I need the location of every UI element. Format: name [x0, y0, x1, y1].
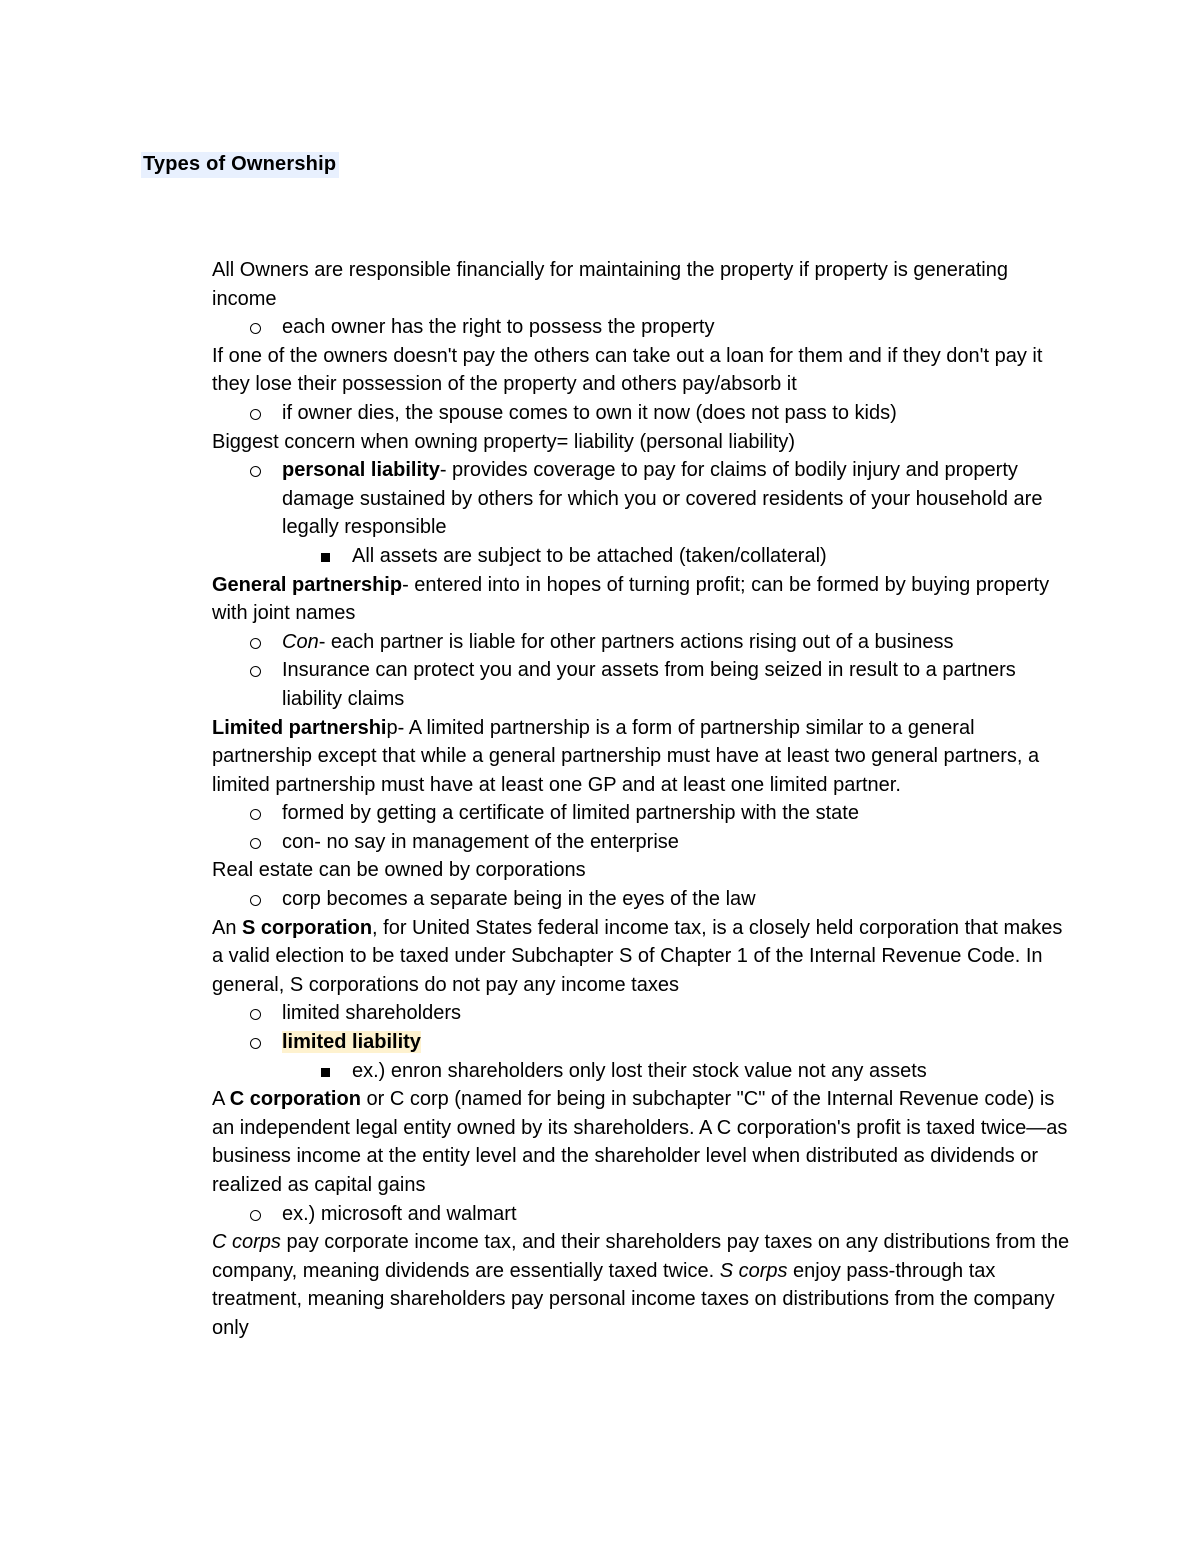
list-item-con-liable: Con- each partner is liable for other partners actions rising out of a business: [212, 628, 1072, 657]
list-item-enron: ex.) enron shareholders only lost their stock value not any assets: [212, 1057, 1072, 1086]
hollow-bullet-icon: [250, 638, 261, 649]
term-c-corporation: C corporation: [229, 1088, 361, 1111]
hollow-bullet-icon: [250, 666, 261, 677]
list-item-limited-liability: [212, 1028, 1072, 1057]
hollow-bullet-icon: [250, 809, 261, 820]
hollow-bullet-icon: [250, 323, 261, 334]
term-personal-liability: personal liability: [282, 459, 440, 482]
document-title: Types of Ownership: [141, 152, 339, 178]
hollow-bullet-icon: [250, 1009, 261, 1020]
list-item-limited-shareholders: limited shareholders: [212, 999, 1072, 1028]
paragraph-c-corporation: A C corporation or C corp (named for being in subchapter "C" of the Internal Revenue code) is an independent legal entity owned by its shareholders. A C corporation's profit is taxed twice—as business income at the entity level and the shareholder level when distributed as dividends or realized as capital gains: [212, 1088, 1068, 1196]
hollow-bullet-icon: [250, 838, 261, 849]
hollow-bullet-icon: [250, 409, 261, 420]
term-s-corporation: S corporation: [242, 916, 373, 939]
list-item-possess: each owner has the right to possess the property: [212, 313, 1072, 342]
square-bullet-icon: [321, 1068, 330, 1077]
list-item-microsoft-walmart: ex.) microsoft and walmart: [212, 1200, 1072, 1229]
list-item-separate-being: corp becomes a separate being in the eyes of the law: [212, 885, 1072, 914]
term-limited-partnership: Limited partnershi: [212, 716, 387, 739]
hollow-bullet-icon: [250, 1038, 261, 1049]
list-item-all-assets: All assets are subject to be attached (taken/collateral): [212, 542, 1072, 571]
hollow-bullet-icon: [250, 1210, 261, 1221]
paragraph-owners-responsible: All Owners are responsible financially for maintaining the property if property is generating income: [212, 259, 1008, 310]
list-item-no-say: con- no say in management of the enterprise: [212, 828, 1072, 857]
paragraph-limited-partnership: Limited partnership- A limited partnership is a form of partnership similar to a general partnership except that while a general partnership must have at least two general partners, a limited partnership must have at least one GP and at least one limited partner.: [212, 716, 1040, 796]
square-bullet-icon: [321, 553, 330, 562]
hollow-bullet-icon: [250, 466, 261, 477]
term-general-partnership: General partnership: [212, 573, 403, 596]
paragraph-s-corporation: An S corporation, for United States federal income tax, is a closely held corporation that makes a valid election to be taxed under Subchapter S of Chapter 1 of the Internal Revenue Code. In general, S corporations do not pay any income taxes: [212, 916, 1063, 996]
list-item-personal-liability: personal liability- provides coverage to pay for claims of bodily injury and property damage sustained by others for which you or covered residents of your household are legally responsible: [212, 456, 1072, 542]
document-body: [212, 256, 1072, 1343]
paragraph-real-estate-corporations: Real estate can be owned by corporations: [212, 859, 586, 882]
list-item-certificate: formed by getting a certificate of limited partnership with the state: [212, 799, 1072, 828]
list-item-owner-dies: if owner dies, the spouse comes to own it now (does not pass to kids): [212, 399, 1072, 428]
hollow-bullet-icon: [250, 895, 261, 906]
paragraph-c-vs-s-corps: C corps pay corporate income tax, and their shareholders pay taxes on any distributions from the company, meaning dividends are essentially taxed twice. S corps enjoy pass-through tax treatment, meaning shareholders pay personal income taxes on distributions from the company only: [212, 1231, 1070, 1339]
highlighted-term-limited-liability: limited liability: [282, 1031, 421, 1054]
paragraph-biggest-concern: Biggest concern when owning property= liability (personal liability): [212, 430, 796, 453]
paragraph-general-partnership: General partnership- entered into in hopes of turning profit; can be formed by buying property with joint names: [212, 573, 1050, 625]
list-item-insurance: Insurance can protect you and your assets from being seized in result to a partners liability claims: [212, 656, 1072, 713]
paragraph-owner-doesnt-pay: If one of the owners doesn't pay the others can take out a loan for them and if they don't pay it they lose their possession of the property and others pay/absorb it: [212, 344, 1043, 396]
